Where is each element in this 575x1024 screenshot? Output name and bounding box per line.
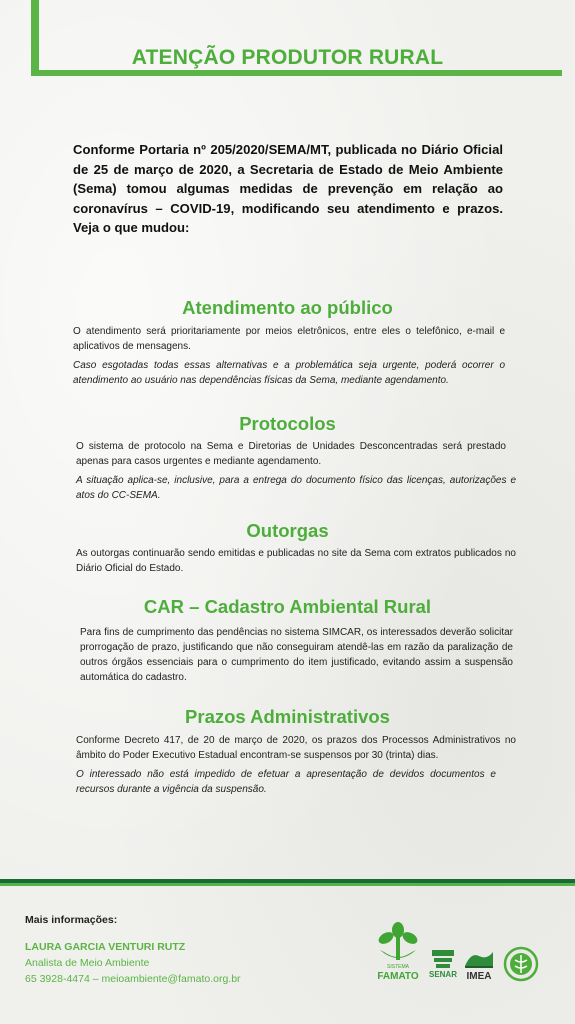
section-title-car: CAR – Cadastro Ambiental Rural	[143, 596, 432, 617]
more-info-label: Mais informações:	[25, 914, 118, 926]
section-note-atendimento: Caso esgotadas todas essas alternativas e a problemática seja urgente, poderá ocorrer o atendimento ao usuário nas dependências físicas da Sema, mediante agendamento.	[73, 360, 505, 386]
section-text-outorgas: As outorgas continuarão sendo emitidas e publicadas no site da Sema com extratos publicados no Diário Oficial do Estado.	[76, 548, 516, 574]
contact-info: 65 3928-4474 – meioambiente@famato.org.br	[25, 973, 241, 985]
svg-text:IMEA: IMEA	[466, 971, 492, 982]
contact-role: Analista de Meio Ambiente	[25, 957, 150, 969]
svg-text:FAMATO: FAMATO	[377, 971, 419, 982]
partner-logos	[372, 922, 542, 992]
intro-paragraph: Conforme Portaria nº 205/2020/SEMA/MT, publicada no Diário Oficial de 25 de março de 2020, a Secretaria de Estado de Meio Ambiente (Sema) tomou algumas medidas de prevenção em relação ao coronavírus – COVID-19, modificando seu atendimento e prazos. Veja o que mudou:	[73, 142, 503, 235]
section-note-prazos: O interessado não está impedido de efetuar a apresentação de devidos documentos e recursos durante a vigência da suspensão.	[76, 769, 496, 795]
header-frame-underline	[31, 70, 562, 76]
section-title-protocolos: Protocolos	[239, 413, 336, 434]
svg-text:SISTEMA: SISTEMA	[387, 964, 409, 970]
section-title-outorgas: Outorgas	[246, 520, 329, 541]
senar-logo-icon	[428, 946, 458, 984]
section-text-protocolos: O sistema de protocolo na Sema e Diretorias de Unidades Desconcentradas será prestado apenas para casos urgentes e mediante agendamento.	[76, 441, 506, 467]
footer-stripe-light	[0, 883, 575, 886]
page-title: ATENÇÃO PRODUTOR RURAL	[131, 46, 444, 69]
fundacao-rural-logo-icon	[503, 946, 539, 982]
section-text-prazos: Conforme Decreto 417, de 20 de março de 2020, os prazos dos Processos Administrativos no âmbito do Poder Executivo Estadual encontram-se suspensos por 30 (trinta) dias.	[76, 735, 516, 761]
section-title-prazos: Prazos Administrativos	[185, 706, 390, 727]
contact-name: LAURA GARCIA VENTURI RUTZ	[25, 941, 186, 953]
section-note-protocolos: A situação aplica-se, inclusive, para a entrega do documento físico das licenças, autorizações e atos do CC-SEMA.	[76, 475, 516, 501]
famato-logo-icon	[372, 922, 424, 984]
section-text-car: Para fins de cumprimento das pendências no sistema SIMCAR, os interessados deverão solicitar prorrogação de prazo, justificando que não conseguiram atendê-las em razão da paralização de outros órgãos essenciais para o cumprimento do item justificado, evitando assim a suspensão automática do cadastro.	[80, 627, 513, 683]
svg-text:SENAR: SENAR	[428, 970, 458, 979]
section-text-atendimento: O atendimento será prioritariamente por meios eletrônicos, entre eles o telefônico, e-mail e aplicativos de mensagens.	[73, 326, 505, 352]
section-title-atendimento: Atendimento ao público	[182, 297, 393, 318]
imea-logo-icon	[461, 948, 497, 982]
